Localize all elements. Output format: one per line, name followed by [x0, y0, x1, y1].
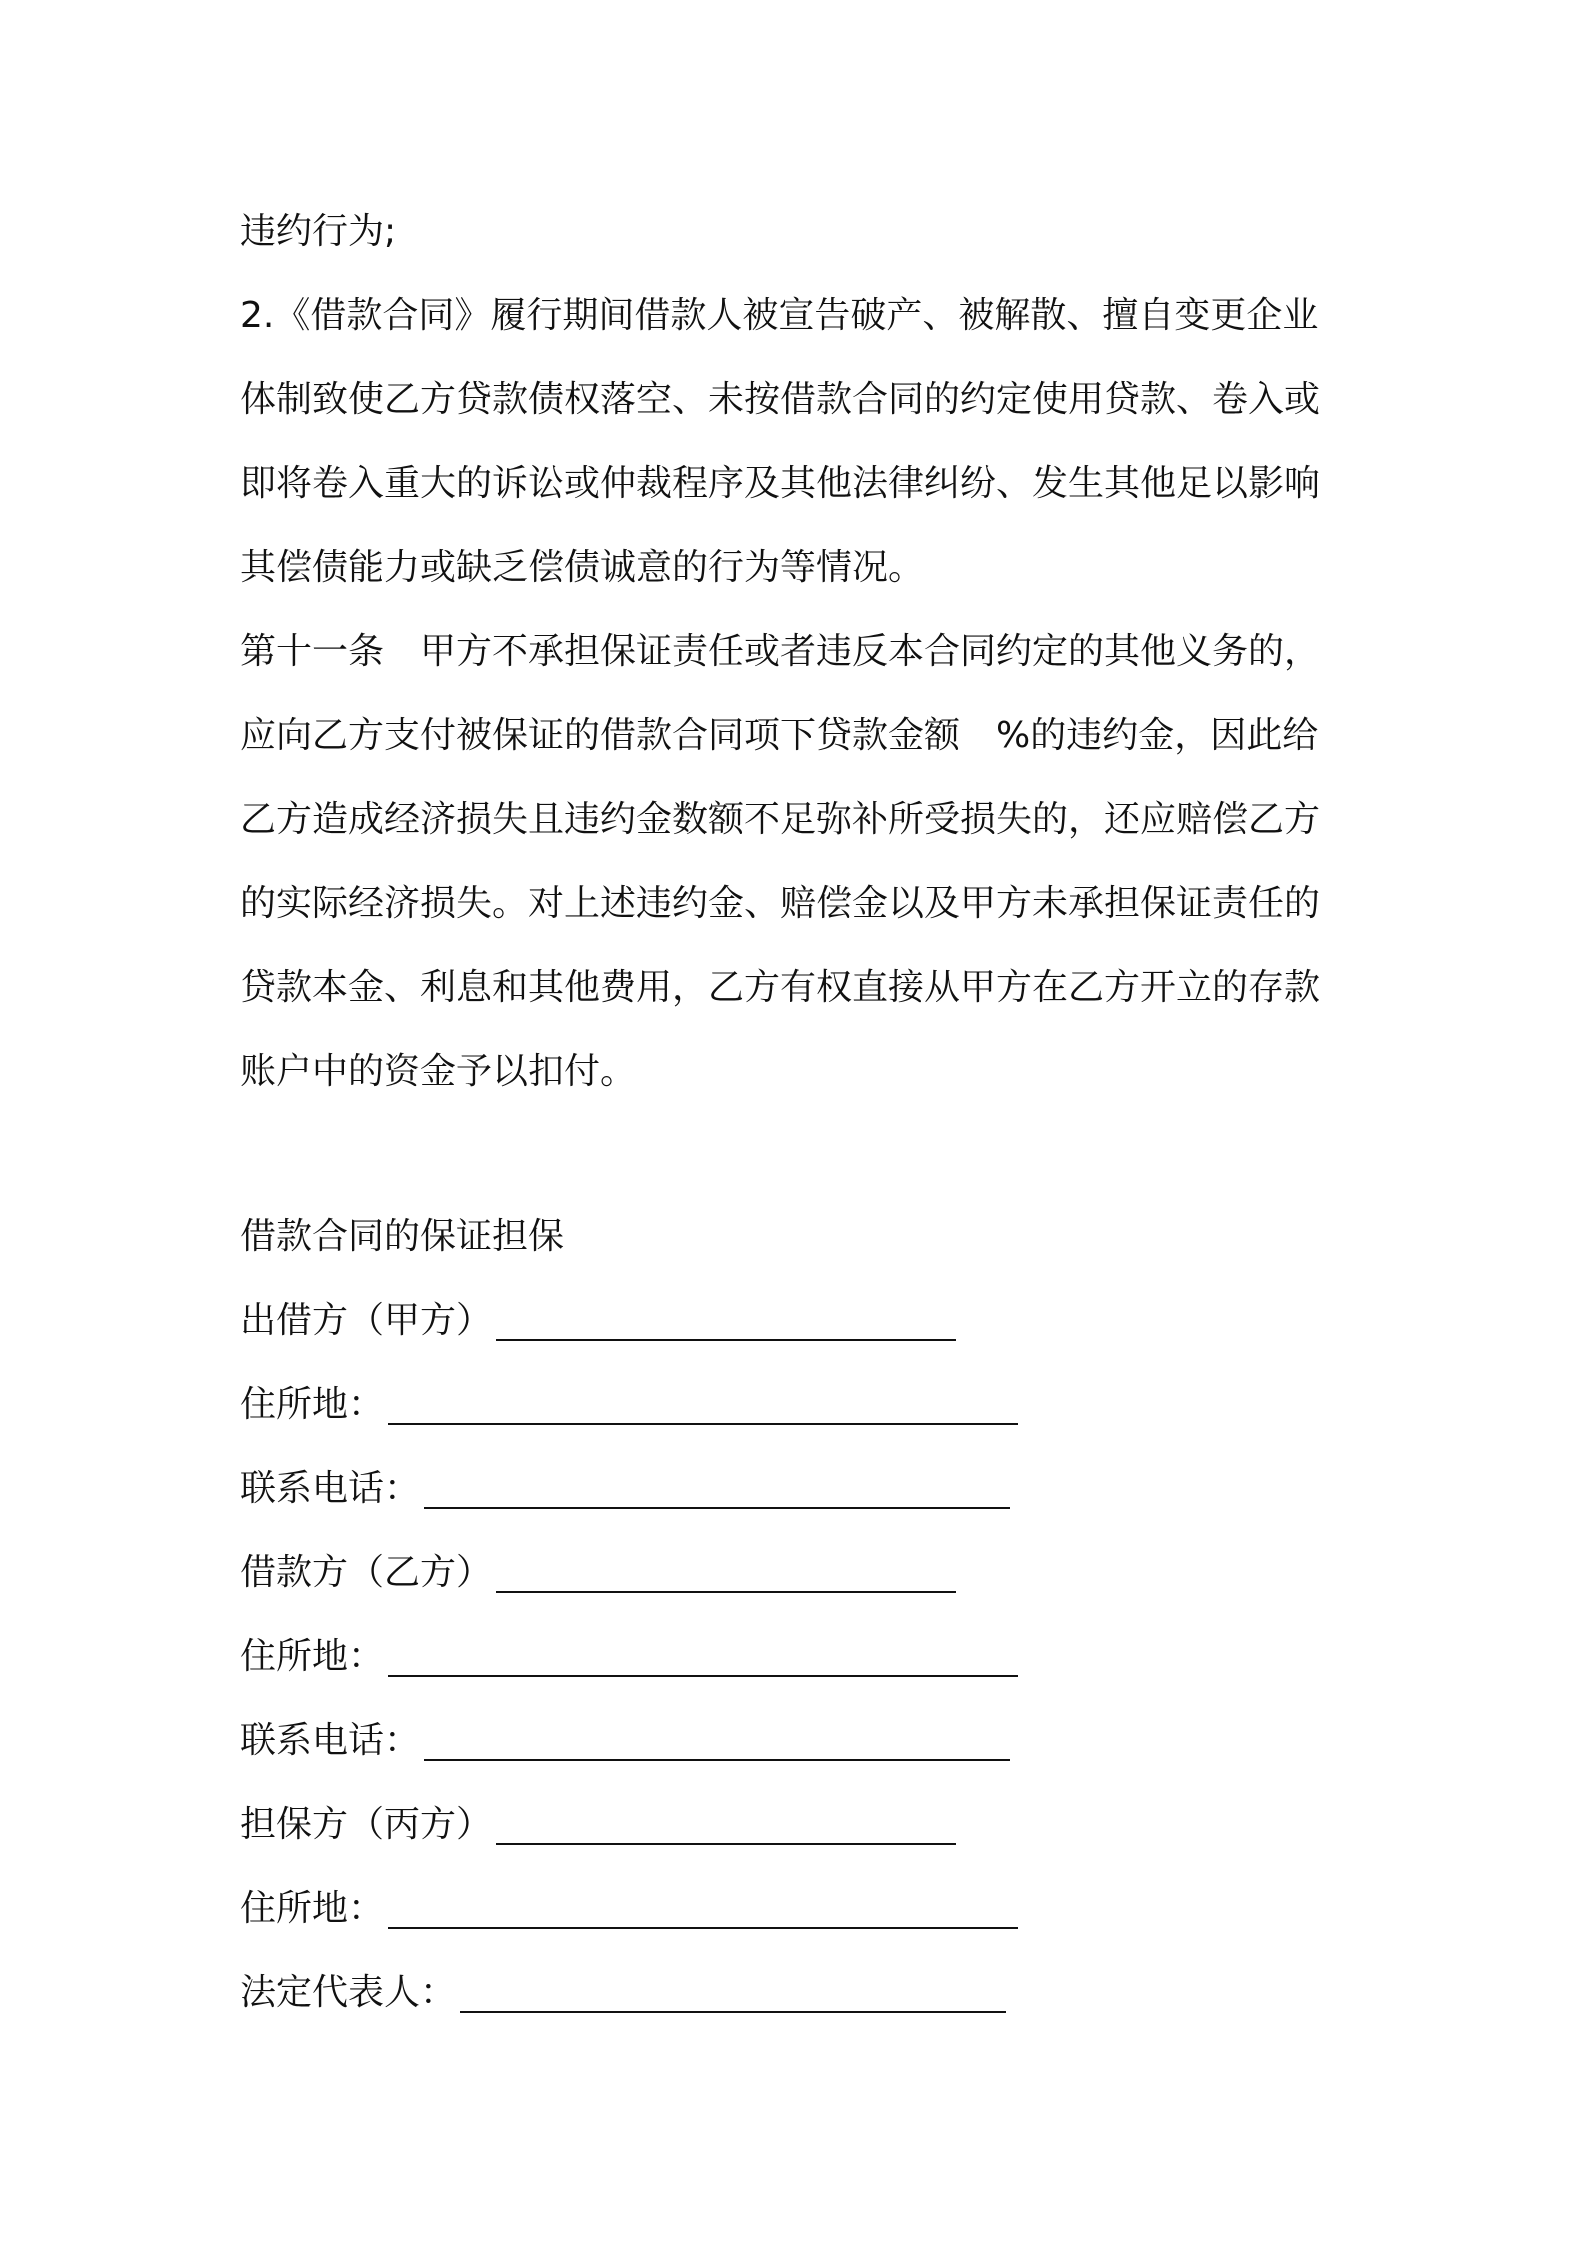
- field-label: 担保方（丙方）: [240, 1804, 493, 1845]
- field-label: 联系电话：: [240, 1468, 421, 1509]
- legal-representative-field: [240, 1951, 1360, 2035]
- paragraph-line: 的实际经济损失。对上述违约金、赔偿金以及甲方未承担保证责任的: [240, 883, 1321, 924]
- fill-blank-line[interactable]: [496, 1843, 956, 1845]
- lender-field: [240, 1279, 1360, 1363]
- fill-blank-line[interactable]: [388, 1423, 1018, 1425]
- section-title: 借款合同的保证担保: [240, 1216, 565, 1257]
- fill-blank-line[interactable]: [460, 2011, 1006, 2013]
- borrower-phone-field: [240, 1699, 1360, 1783]
- guarantor-address-field: [240, 1867, 1360, 1951]
- borrower-field: [240, 1531, 1360, 1615]
- paragraph-line: 账户中的资金予以扣付。: [240, 1051, 637, 1092]
- fill-blank-line[interactable]: [388, 1927, 1018, 1929]
- paragraph-line: 其偿债能力或缺乏偿债诚意的行为等情况。: [240, 547, 925, 588]
- fill-blank-line[interactable]: [424, 1507, 1010, 1509]
- field-label: 住所地：: [240, 1384, 385, 1425]
- fill-blank-line[interactable]: [496, 1591, 956, 1593]
- guarantor-field: [240, 1783, 1360, 1867]
- paragraph-line: 贷款本金、利息和其他费用，乙方有权直接从甲方在乙方开立的存款: [240, 967, 1321, 1008]
- field-label: 住所地：: [240, 1888, 385, 1929]
- paragraph-line: 2.《借款合同》履行期间借款人被宣告破产、被解散、擅自变更企业: [240, 295, 1319, 336]
- field-label: 出借方（甲方）: [240, 1300, 493, 1341]
- field-label: 借款方（乙方）: [240, 1552, 493, 1593]
- lender-phone-field: [240, 1447, 1360, 1531]
- paragraph-line: 体制致使乙方贷款债权落空、未按借款合同的约定使用贷款、卷入或: [240, 379, 1321, 420]
- fill-blank-line[interactable]: [388, 1675, 1018, 1677]
- lender-address-field: [240, 1363, 1360, 1447]
- paragraph-line: 乙方造成经济损失且违约金数额不足弥补所受损失的，还应赔偿乙方: [240, 799, 1321, 840]
- field-label: 联系电话：: [240, 1720, 421, 1761]
- fill-blank-line[interactable]: [496, 1339, 956, 1341]
- paragraph-line: 第十一条 甲方不承担保证责任或者违反本合同约定的其他义务的，: [240, 631, 1321, 672]
- borrower-address-field: [240, 1615, 1360, 1699]
- field-label: 法定代表人：: [240, 1972, 457, 2013]
- paragraph-line: 即将卷入重大的诉讼或仲裁程序及其他法律纠纷、发生其他足以影响: [240, 463, 1321, 504]
- paragraph-line: 违约行为;: [240, 211, 397, 252]
- contract-body: [240, 190, 1360, 1114]
- fill-blank-line[interactable]: [424, 1759, 1010, 1761]
- field-label: 住所地：: [240, 1636, 385, 1677]
- paragraph-line: 应向乙方支付被保证的借款合同项下贷款金额 %的违约金，因此给: [240, 715, 1319, 756]
- party-info-section: [240, 1195, 1360, 2035]
